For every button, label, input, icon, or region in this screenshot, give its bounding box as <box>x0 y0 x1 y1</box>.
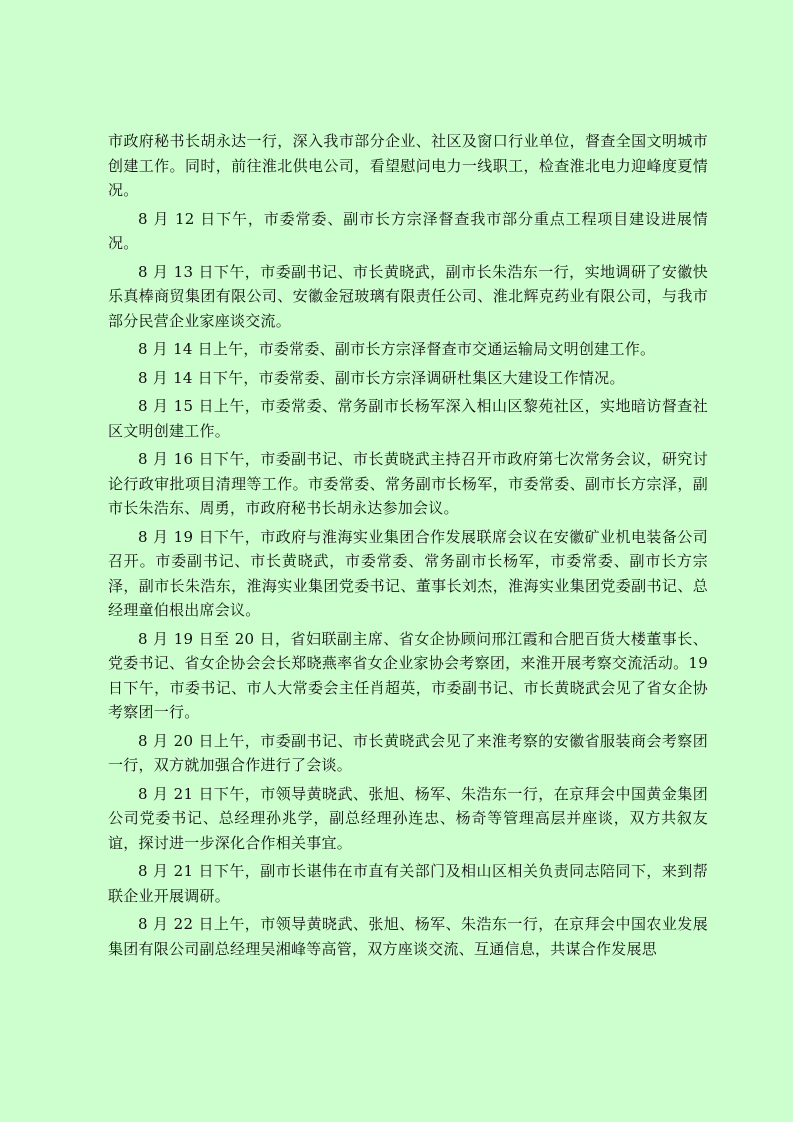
paragraph: 8 月 13 日下午，市委副书记、市长黄晓武，副市长朱浩东一行，实地调研了安徽快乐真棒商贸集团有限公司、安徽金冠玻璃有限责任公司、淮北辉克药业有限公司，与我市部分民营企业家座谈交流。 <box>108 262 708 330</box>
paragraph: 8 月 19 日至 20 日，省妇联副主席、省女企协顾问邢江霞和合肥百货大楼董事长、党委书记、省女企协会会长郑晓燕率省女企业家协会考察团，来淮开展考察交流活动。19 日下午，市委书记、市人大常委会主任肖超英，市委副书记、市长黄晓武会见了省女企协考察团一行。 <box>108 629 708 721</box>
paragraph: 8 月 19 日下午，市政府与淮海实业集团合作发展联席会议在安徽矿业机电装备公司召开。市委副书记、市长黄晓武，市委常委、常务副市长杨军，市委常委、副市长方宗泽，副市长朱浩东，淮海实业集团党委书记、董事长刘杰，淮海实业集团党委副书记、总经理童伯根出席会议。 <box>108 527 708 619</box>
document-page <box>108 129 708 965</box>
paragraph: 8 月 14 日上午，市委常委、副市长方宗泽督查市交通运输局文明创建工作。 <box>138 340 656 358</box>
paragraph: 8 月 21 日下午，市领导黄晓武、张旭、杨军、朱浩东一行，在京拜会中国黄金集团公司党委书记、总经理孙兆学，副总经理孙连忠、杨奇等管理高层并座谈，双方共叙友谊，探讨进一步深化合作相关事宜。 <box>108 784 708 852</box>
paragraph: 8 月 15 日上午，市委常委、常务副市长杨军深入相山区黎苑社区，实地暗访督查社区文明创建工作。 <box>108 397 708 440</box>
paragraph: 8 月 22 日上午，市领导黄晓武、张旭、杨军、朱浩东一行，在京拜会中国农业发展集团有限公司副总经理吴湘峰等高管，双方座谈交流、互通信息，共谋合作发展思 <box>108 915 708 958</box>
paragraph: 8 月 14 日下午，市委常委、副市长方宗泽调研杜集区大建设工作情况。 <box>138 368 625 387</box>
paragraph: 8 月 20 日上午，市委副书记、市长黄晓武会见了来淮考察的安徽省服装商会考察团一行，双方就加强合作进行了会谈。 <box>108 731 708 774</box>
paragraph: 8 月 12 日下午，市委常委、副市长方宗泽督查我市部分重点工程项目建设进展情况。 <box>108 209 708 252</box>
paragraph: 8 月 21 日下午，副市长谌伟在市直有关部门及相山区相关负责同志陪同下，来到帮联企业开展调研。 <box>108 862 708 905</box>
paragraph: 8 月 16 日下午，市委副书记、市长黄晓武主持召开市政府第七次常务会议，研究讨论行政审批项目清理等工作。市委常委、常务副市长杨军，市委常委、副市长方宗泽，副市长朱浩东、周勇，市政府秘书长胡永达参加会议。 <box>108 450 708 517</box>
paragraph: 市政府秘书长胡永达一行，深入我市部分企业、社区及窗口行业单位，督查全国文明城市创建工作。同时，前往淮北供电公司，看望慰问电力一线职工，检查淮北电力迎峰度夏情况。 <box>108 132 708 199</box>
